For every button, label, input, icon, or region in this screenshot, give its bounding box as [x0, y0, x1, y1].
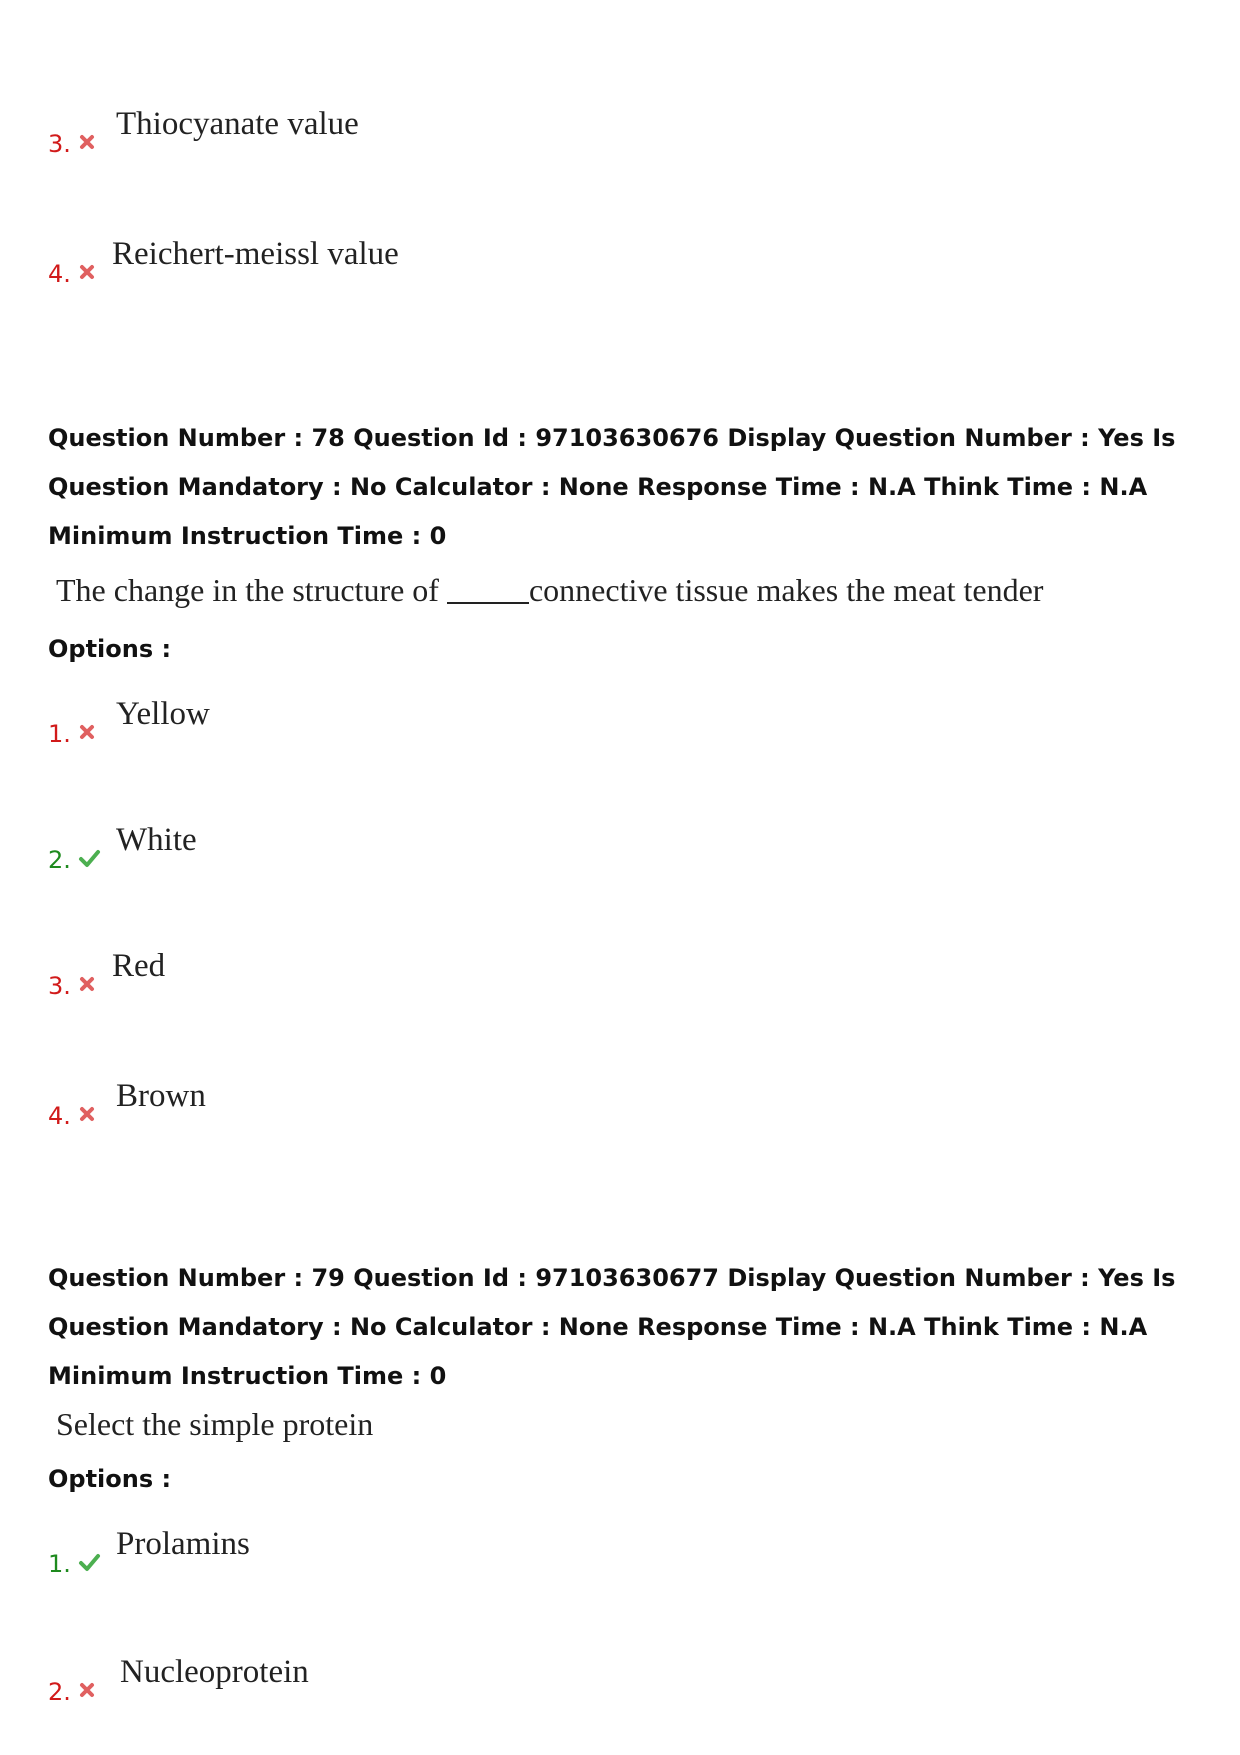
question-text-end: connective tissue makes the meat tender	[528, 572, 1044, 608]
option-item	[48, 1078, 648, 1128]
option-item	[48, 1654, 648, 1704]
question-meta: Question Number : 79 Question Id : 97103630677 Display Question Number : Yes Is Question Mandatory : No Calculator : None Response Time : N.A Think Time : N.A Minimum Instruction Time : 0	[48, 1264, 1176, 1390]
option-number: 4.	[48, 260, 71, 288]
options-label: Options :	[48, 635, 172, 663]
wrong-cross-icon	[76, 722, 98, 742]
wrong-cross-icon	[76, 974, 98, 994]
option-item	[48, 822, 648, 872]
option-item	[48, 948, 648, 998]
correct-check-icon	[76, 1552, 102, 1572]
question-text-start: The change in the structure of	[56, 572, 439, 608]
option-text: Thiocyanate value	[116, 106, 359, 142]
option-number: 3.	[48, 130, 71, 158]
option-item	[48, 1526, 648, 1576]
option-number: 1.	[48, 720, 71, 748]
option-item	[48, 106, 648, 156]
correct-check-icon	[76, 848, 102, 868]
option-text: Reichert-meissl value	[112, 236, 399, 272]
options-label: Options :	[48, 1465, 172, 1493]
option-text: White	[116, 822, 197, 858]
option-item	[48, 236, 648, 286]
option-number: 1.	[48, 1550, 71, 1578]
wrong-cross-icon	[76, 262, 98, 282]
wrong-cross-icon	[76, 132, 98, 152]
option-item	[48, 696, 648, 746]
question-text	[56, 570, 1043, 610]
option-number: 2.	[48, 846, 71, 874]
option-number: 3.	[48, 972, 71, 1000]
option-number: 2.	[48, 1678, 71, 1706]
option-text: Nucleoprotein	[120, 1654, 309, 1690]
question-meta: Question Number : 78 Question Id : 97103630676 Display Question Number : Yes Is Question Mandatory : No Calculator : None Response Time : N.A Think Time : N.A Minimum Instruction Time : 0	[48, 424, 1176, 550]
wrong-cross-icon	[76, 1104, 98, 1124]
option-text: Prolamins	[116, 1526, 250, 1562]
option-number: 4.	[48, 1102, 71, 1130]
option-text: Brown	[116, 1078, 206, 1114]
option-text: Yellow	[116, 696, 210, 732]
answer-blank	[447, 602, 529, 604]
option-text: Red	[112, 948, 166, 984]
question-text: Select the simple protein	[56, 1406, 374, 1442]
wrong-cross-icon	[76, 1680, 98, 1700]
